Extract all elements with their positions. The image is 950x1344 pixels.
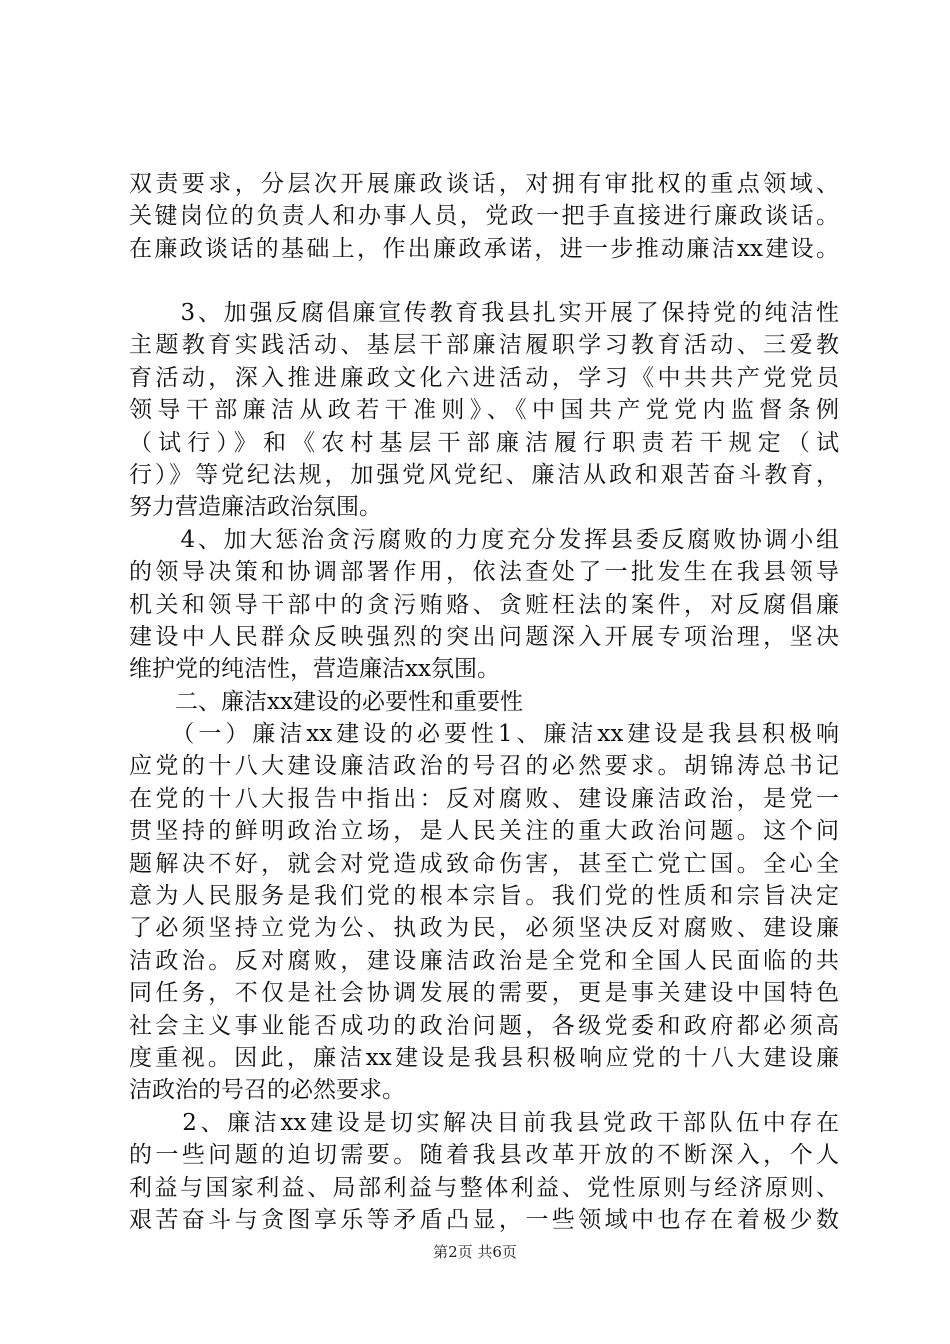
text-line: 关键岗位的负责人和办事人员，党政一把手直接进行廉政谈话。 bbox=[129, 203, 839, 230]
text-line: 领导干部廉洁从政若干准则》、《中国共产党党内监督条例 bbox=[129, 397, 839, 424]
text-line: 洁政治。反对腐败，建设廉洁政治是全党和全国人民面临的共 bbox=[129, 947, 839, 974]
text-line: 主题教育实践活动、基层干部廉洁履职学习教育活动、三爱教 bbox=[129, 332, 839, 359]
text-line: 的一些问题的迫切需要。随着我县改革开放的不断深入，个人 bbox=[129, 1142, 839, 1169]
text-line: 维护党的纯洁性，营造廉洁xx氛围。 bbox=[129, 656, 500, 683]
text-line: 应党的十八大建设廉洁政治的号召的必然要求。胡锦涛总书记 bbox=[129, 753, 839, 780]
text-line: 行）》等党纪法规，加强党风党纪、廉洁从政和艰苦奋斗教育， bbox=[129, 461, 839, 488]
text-line: 社会主义事业能否成功的政治问题，各级党委和政府都必须高 bbox=[129, 1012, 839, 1039]
text-line: 意为人民服务是我们党的根本宗旨。我们党的性质和宗旨决定 bbox=[129, 883, 839, 910]
text-line: 机关和领导干部中的贪污贿赂、贪赃枉法的案件，对反腐倡廉 bbox=[129, 591, 839, 618]
text-line: 3、加强反腐倡廉宣传教育我县扎实开展了保持党的纯洁性 bbox=[129, 300, 839, 326]
text-line: 育活动，深入推进廉政文化六进活动，学习《中共共产党党员 bbox=[129, 364, 839, 391]
text-line: （一）廉洁xx建设的必要性1、廉洁xx建设是我县积极响 bbox=[129, 721, 839, 748]
section-heading: 二、廉洁xx建设的必要性和重要性 bbox=[129, 688, 523, 715]
page-footer bbox=[0, 1241, 950, 1262]
text-line: 在廉政谈话的基础上，作出廉政承诺，进一步推动廉洁xx建设。 bbox=[129, 235, 839, 262]
text-line: 同任务，不仅是社会协调发展的需要，更是事关建设中国特色 bbox=[129, 980, 839, 1007]
text-line: （试行）》和《农村基层干部廉洁履行职责若干规定（试 bbox=[129, 429, 839, 456]
text-line: 度重视。因此，廉洁xx建设是我县积极响应党的十八大建设廉 bbox=[129, 1044, 839, 1071]
text-line: 建设中人民群众反映强烈的突出问题深入开展专项治理，坚决 bbox=[129, 623, 839, 650]
page-number: 第2页 共6页 bbox=[433, 1243, 517, 1261]
paragraph-block-main bbox=[129, 297, 839, 1236]
text-line: 了必须坚持立党为公、执政为民，必须坚决反对腐败、建设廉 bbox=[129, 915, 839, 942]
paragraph-block-top bbox=[129, 168, 839, 265]
text-line: 4、加大惩治贪污腐败的力度充分发挥县委反腐败协调小组 bbox=[129, 526, 839, 553]
text-line: 题解决不好，就会对党造成致命伤害，甚至亡党亡国。全心全 bbox=[129, 850, 839, 877]
text-line: 贯坚持的鲜明政治立场，是人民关注的重大政治问题。这个问 bbox=[129, 818, 839, 845]
text-line: 努力营造廉洁政治氛围。 bbox=[129, 494, 382, 521]
text-line: 的领导决策和协调部署作用，依法查处了一批发生在我县领导 bbox=[129, 559, 839, 586]
text-line: 在党的十八大报告中指出：反对腐败、建设廉洁政治，是党一 bbox=[129, 785, 839, 812]
text-line: 2、廉洁xx建设是切实解决目前我县党政干部队伍中存在 bbox=[129, 1109, 839, 1136]
text-line: 艰苦奋斗与贪图享乐等矛盾凸显，一些领域中也存在着极少数 bbox=[129, 1206, 839, 1233]
text-line: 双责要求，分层次开展廉政谈话，对拥有审批权的重点领域、 bbox=[129, 171, 839, 197]
text-line: 利益与国家利益、局部利益与整体利益、党性原则与经济原则、 bbox=[129, 1174, 839, 1201]
text-line: 洁政治的号召的必然要求。 bbox=[129, 1077, 405, 1104]
